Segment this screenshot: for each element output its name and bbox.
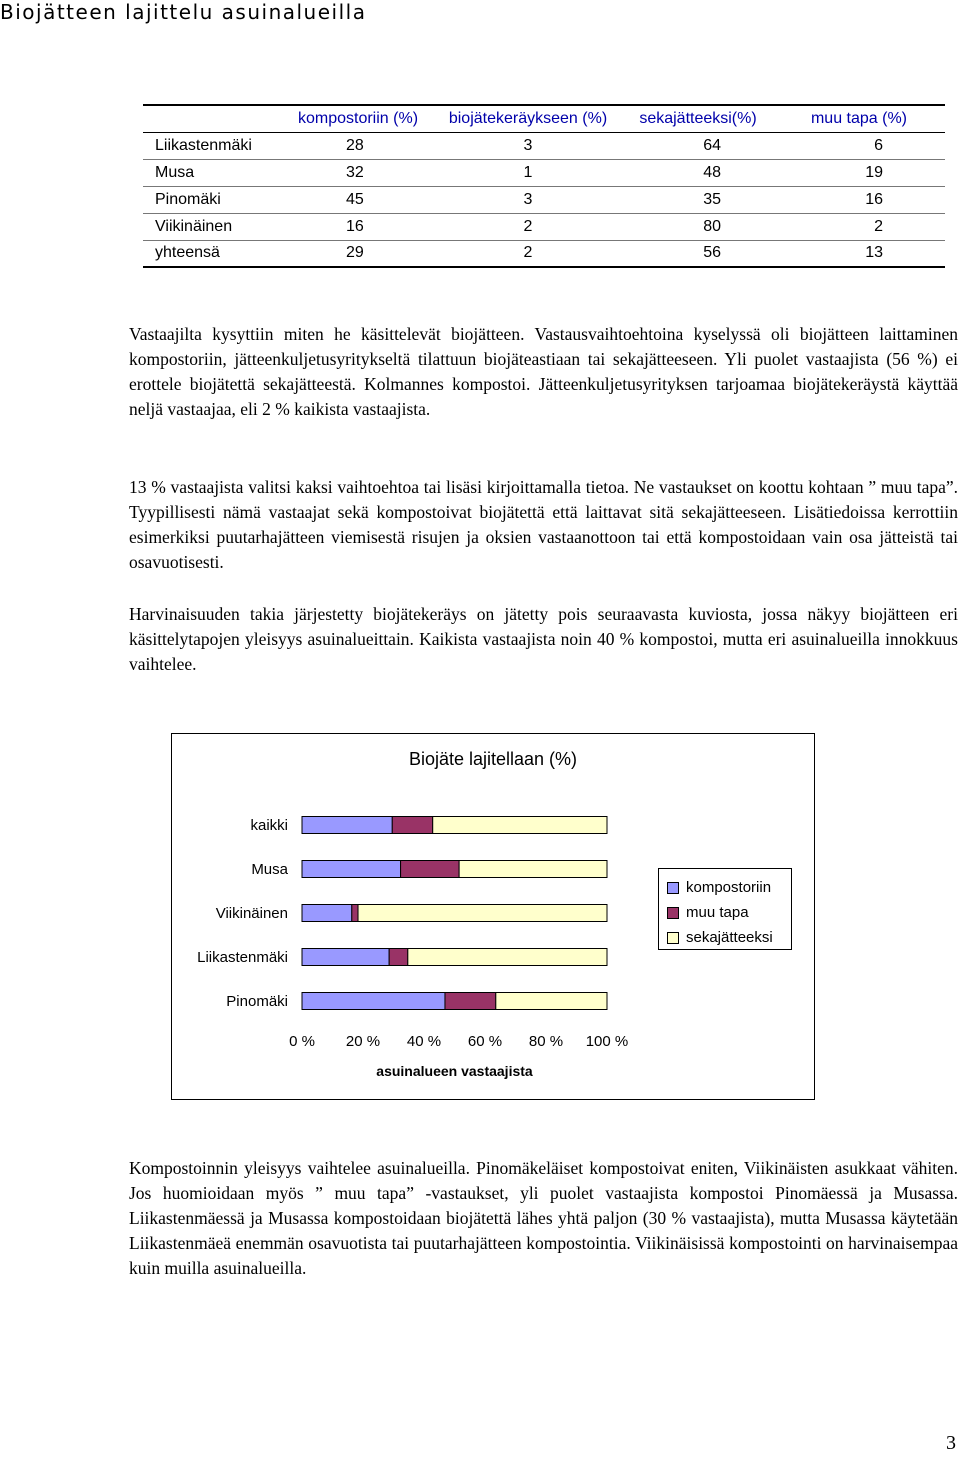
bar-segment [389,949,408,966]
x-tick-label: 0 % [289,1033,315,1050]
legend-swatch [667,932,679,944]
table-cell: Viikinäinen [143,213,283,240]
x-tick-label: 40 % [406,1033,442,1050]
paragraph: Harvinaisuuden takia järjestetty biojätekeräys on jätetty pois seuraavasta kuviosta, jossa näkyy biojätteen eri käsittelytapojen yleisyys asuinalueittain. Kaikista vastaajista noin 40 % kompostoi, mutta eri asuinalueilla innokkuus vaihtelee. [129,604,958,674]
legend-swatch [667,907,679,919]
paragraph: Kompostoinnin yleisyys vaihtelee asuinalueilla. Pinomäkeläiset kompostoivat eniten, Viikinäisten asukkaat vähiten. Jos huomioidaan myös ” muu tapa” -vastaukset, yli puolet vastaajista kompostoi Pinomäessä ja Musassa. Liikastenmäessä ja Musassa kompostoidaan biojätettä lähes yhtä paljon (30 % vastaajista), mutta Musassa käytetään Liikastenmäeä enemmän osavuotista tai puutarhajätteen kompostointia. Viikinäisissä kompostointi on harvinaisempaa kuin muilla asuinalueilla. [129,1158,958,1278]
bar-segment [302,861,401,878]
table-row [143,159,945,186]
paragraph: 13 % vastaajista valitsi kaksi vaihtoehtoa tai lisäsi kirjoittamalla tietoa. Ne vastaukset on koottu kohtaan ” muu tapa”. Tyypillisesti nämä vastaajat sekä kompostoivat biojätettä että laittavat sitä sekajätteeseen. Lisätiedoissa kerrottiin esimerkiksi puutarhajätteen viemisestä risujen ja oksien vastaanottoon tai että kompostoidaan vain osa jätteistä tai osavuotisesti. [129,477,958,572]
bar-segment [408,949,607,966]
table-cell: 1 [433,159,623,186]
legend-swatch [667,882,679,894]
table-header-cell: sekajätteeksi(%) [623,105,773,132]
table-row [143,186,945,213]
paragraph: Vastaajilta kysyttiin miten he käsittelevät biojätteen. Vastausvaihtoehtoina kyselyssä oli biojätteen laittaminen kompostoriin, jätteenkuljetusyritykseltä tilattuun biojäteastiaan tai sekajätteeseen. Yli puolet vastaajista (56 %) ei erottele biojätettä sekajätteestä. Kolmannes kompostoi. Jätteenkuljetusyrityksen tarjoamaa biojätekeräystä käyttää neljä vastaajaa, eli 2 % kaikista vastaajista. [129,324,958,419]
table-cell: 3 [433,132,623,159]
table-cell: 3 [433,186,623,213]
x-tick-label: 80 % [528,1033,564,1050]
legend-label: sekajätteeksi [686,929,773,946]
bar-segment [401,861,460,878]
data-table [143,104,945,268]
table-header-row [143,105,945,132]
x-tick-label: 20 % [345,1033,381,1050]
table-cell: 32 [283,159,433,186]
y-tick-label: Viikinäinen [215,905,288,922]
table-cell: Pinomäki [143,186,283,213]
stacked-bar-chart [171,733,815,1100]
bar-segment [459,861,607,878]
bar-segment [302,905,352,922]
table-row-total [143,240,945,267]
y-tick-label: Pinomäki [226,993,288,1010]
bar-segment [302,993,445,1010]
table-cell: 19 [773,159,945,186]
table-cell: 2 [433,213,623,240]
x-tick-label: 100 % [585,1033,629,1050]
table-cell: 6 [773,132,945,159]
bar-segment [302,817,392,834]
table-cell: 48 [623,159,773,186]
table-cell: 29 [283,240,433,267]
table-cell: 56 [623,240,773,267]
legend-label: kompostoriin [686,879,772,896]
table-cell: 45 [283,186,433,213]
bar-segment [445,993,496,1010]
y-tick-label: Liikastenmäki [197,949,288,966]
table-header-cell: kompostoriin (%) [283,105,433,132]
table-cell: 80 [623,213,773,240]
table-cell: Musa [143,159,283,186]
bar-segment [433,817,607,834]
table-row [143,213,945,240]
table-cell: 64 [623,132,773,159]
bar-segment [358,905,607,922]
x-tick-label: 60 % [467,1033,503,1050]
table-cell: Liikastenmäki [143,132,283,159]
table-cell: 28 [283,132,433,159]
table-cell: 2 [433,240,623,267]
table-header-cell: biojätekeräykseen (%) [433,105,623,132]
x-axis-label: asuinalueen vastaajista [376,1063,533,1079]
table-cell: 16 [283,213,433,240]
table-cell: yhteensä [143,240,283,267]
page-number: 3 [946,1432,956,1454]
bar-segment [352,905,358,922]
table-row [143,132,945,159]
table-header-cell: muu tapa (%) [773,105,945,132]
legend-item [667,929,773,947]
page-heading: Biojätteen lajittelu asuinalueilla [0,0,367,24]
table-cell: 2 [773,213,945,240]
bar-segment [392,817,432,834]
table-cell: 13 [773,240,945,267]
bar-segment [496,993,607,1010]
y-tick-label: kaikki [250,817,288,834]
legend-label: muu tapa [686,904,749,921]
table-cell: 35 [623,186,773,213]
chart-legend [658,868,792,950]
bar-segment [302,949,389,966]
table-cell: 16 [773,186,945,213]
y-tick-label: Musa [251,861,288,878]
legend-item [667,904,749,922]
legend-item [667,879,771,897]
chart-title: Biojäte lajitellaan (%) [408,749,578,769]
table-header-cell [143,105,283,132]
